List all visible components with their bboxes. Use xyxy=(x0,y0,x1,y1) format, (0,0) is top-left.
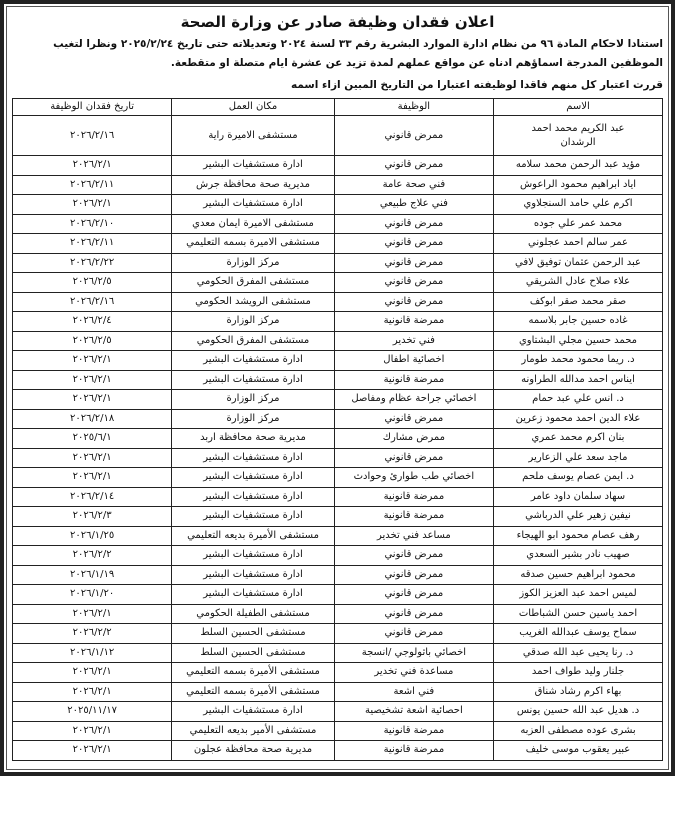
workplace: مستشفى الأميرة بسمه التعليمي xyxy=(172,663,335,683)
table-row xyxy=(13,253,663,273)
job-title: ممرضة قانونية xyxy=(334,721,493,741)
employee-name: نيفين زهير علي الدرباشي xyxy=(494,507,663,527)
loss-date: ٢٠٢٦/٢/٢ xyxy=(13,546,172,566)
job-title: ممرضة قانونية xyxy=(334,312,493,332)
workplace: مديرية صحة محافظة عجلون xyxy=(172,741,335,761)
job-title: ممرض قانوني xyxy=(334,273,493,293)
loss-date: ٢٠٢٦/١/١٩ xyxy=(13,565,172,585)
workplace: مركز الوزارة xyxy=(172,253,335,273)
job-title: ممرض قانوني xyxy=(334,565,493,585)
header-job: الوظيفة xyxy=(334,99,493,116)
employee-name: د. رنا يحيى عبد الله صدقي xyxy=(494,643,663,663)
loss-date: ٢٠٢٦/٢/١١ xyxy=(13,175,172,195)
loss-date: ٢٠٢٦/٢/١٨ xyxy=(13,409,172,429)
header-date: تاريخ فقدان الوظيفة xyxy=(13,99,172,116)
loss-date: ٢٠٢٦/٢/١ xyxy=(13,351,172,371)
employee-name: سهاد سلمان داود عامر xyxy=(494,487,663,507)
employee-name: د. هديل عبد الله حسين يونس xyxy=(494,702,663,722)
table-row xyxy=(13,585,663,605)
table-row xyxy=(13,195,663,215)
table-row xyxy=(13,721,663,741)
workplace: ادارة مستشفيات البشير xyxy=(172,195,335,215)
job-title: ممرض مشارك xyxy=(334,429,493,449)
workplace: ادارة مستشفيات البشير xyxy=(172,370,335,390)
loss-date: ٢٠٢٦/١/٢٥ xyxy=(13,526,172,546)
workplace: ادارة مستشفيات البشير xyxy=(172,565,335,585)
workplace: ادارة مستشفيات البشير xyxy=(172,702,335,722)
table-row xyxy=(13,312,663,332)
loss-date: ٢٠٢٦/٢/٥ xyxy=(13,273,172,293)
employee-name: عمر سالم احمد عجلوني xyxy=(494,234,663,254)
job-title: ممرض قانوني xyxy=(334,292,493,312)
employee-name: اكرم علي حامد السنجلاوي xyxy=(494,195,663,215)
table-row xyxy=(13,214,663,234)
job-title: احصائية اشعة تشخيصية xyxy=(334,702,493,722)
employee-name: رهف عصام محمود ابو الهيجاء xyxy=(494,526,663,546)
table-row xyxy=(13,468,663,488)
employee-name: علاء الدين احمد محمود زعرين xyxy=(494,409,663,429)
workplace: مركز الوزارة xyxy=(172,312,335,332)
employee-name: د. ايمن عصام يوسف ملحم xyxy=(494,468,663,488)
workplace: مستشفى الرويشد الحكومي xyxy=(172,292,335,312)
table-row xyxy=(13,624,663,644)
table-row xyxy=(13,351,663,371)
job-title: اخصائي باثولوجي /انسجة xyxy=(334,643,493,663)
loss-date: ٢٠٢٦/٢/١ xyxy=(13,390,172,410)
loss-date: ٢٠٢٦/٢/١ xyxy=(13,721,172,741)
employee-name: محمود ابراهيم حسين صدقه xyxy=(494,565,663,585)
notice-title: اعلان فقدان وظيفة صادر عن وزارة الصحة xyxy=(180,13,495,31)
loss-date: ٢٠٢٦/٢/١ xyxy=(13,156,172,176)
table-row xyxy=(13,156,663,176)
loss-date: ٢٠٢٦/٢/١١ xyxy=(13,234,172,254)
job-title: فني علاج طبيعي xyxy=(334,195,493,215)
table-body xyxy=(13,116,663,761)
job-title: ممرض قانوني xyxy=(334,156,493,176)
table-row xyxy=(13,175,663,195)
job-title: ممرضة قانونية xyxy=(334,507,493,527)
workplace: ادارة مستشفيات البشير xyxy=(172,351,335,371)
employee-name: جلنار وليد طواف احمد xyxy=(494,663,663,683)
employee-name: د. ريما محمود محمد طومار xyxy=(494,351,663,371)
loss-date: ٢٠٢٦/١/٢٠ xyxy=(13,585,172,605)
employee-name: بشرى عوده مصطفى العزبه xyxy=(494,721,663,741)
loss-date: ٢٠٢٦/٢/١ xyxy=(13,195,172,215)
workplace: ادارة مستشفيات البشير xyxy=(172,507,335,527)
employees-table xyxy=(12,98,663,761)
job-title: فني اشعة xyxy=(334,682,493,702)
loss-date: ٢٠٢٦/٢/١ xyxy=(13,370,172,390)
loss-date: ٢٠٢٦/٢/٥ xyxy=(13,331,172,351)
table-row xyxy=(13,643,663,663)
employee-name: بهاء اكرم رشاد شناق xyxy=(494,682,663,702)
job-title: اخصائية اطفال xyxy=(334,351,493,371)
job-title: ممرضة قانونية xyxy=(334,487,493,507)
table-row xyxy=(13,448,663,468)
job-title: ممرض قانوني xyxy=(334,604,493,624)
workplace: ادارة مستشفيات البشير xyxy=(172,448,335,468)
employee-name: سماح يوسف عبدالله الغريب xyxy=(494,624,663,644)
job-title: ممرض قانوني xyxy=(334,234,493,254)
header-workplace: مكان العمل xyxy=(172,99,335,116)
employee-name: غاده حسين جابر بلاسمه xyxy=(494,312,663,332)
job-title: ممرض قانوني xyxy=(334,624,493,644)
loss-date: ٢٠٢٦/٢/١ xyxy=(13,663,172,683)
workplace: مستشفى الاميرة راية xyxy=(172,116,335,156)
table-row xyxy=(13,702,663,722)
workplace: مستشفى المفرق الحكومي xyxy=(172,273,335,293)
workplace: مديرية صحة محافظة جرش xyxy=(172,175,335,195)
employee-name: ماجد سعد علي الزعارير xyxy=(494,448,663,468)
workplace: مستشفى الاميرة ايمان معدي xyxy=(172,214,335,234)
job-title: ممرضة قانونية xyxy=(334,370,493,390)
loss-date: ٢٠٢٦/١/١٢ xyxy=(13,643,172,663)
workplace: مركز الوزارة xyxy=(172,390,335,410)
employee-name: محمد عمر علي جوده xyxy=(494,214,663,234)
loss-date: ٢٠٢٥/١١/١٧ xyxy=(13,702,172,722)
table-row xyxy=(13,487,663,507)
table-header-row xyxy=(13,99,663,116)
job-title: اخصائي جراحة عظام ومفاصل xyxy=(334,390,493,410)
loss-date: ٢٠٢٦/٢/١ xyxy=(13,468,172,488)
employee-name: بنان اكرم محمد عمري xyxy=(494,429,663,449)
loss-date: ٢٠٢٦/٢/١٦ xyxy=(13,116,172,156)
employee-name: عبد الرحمن عثمان توفيق لافي xyxy=(494,253,663,273)
table-row xyxy=(13,604,663,624)
job-title: ممرض قانوني xyxy=(334,546,493,566)
job-title: اخصائي طب طوارئ وحوادث xyxy=(334,468,493,488)
workplace: مستشفى الحسين السلط xyxy=(172,643,335,663)
table-row xyxy=(13,741,663,761)
table-row xyxy=(13,429,663,449)
employee-name: د. انس علي عبد حمام xyxy=(494,390,663,410)
table-row xyxy=(13,682,663,702)
workplace: مركز الوزارة xyxy=(172,409,335,429)
notice-inner-border xyxy=(6,6,669,770)
employee-name: اياد ابراهيم محمود الراعوش xyxy=(494,175,663,195)
employee-name: احمد ياسين حسن الشباطات xyxy=(494,604,663,624)
employee-name: عبير يعقوب موسى خليف xyxy=(494,741,663,761)
job-title: مساعدة فني تخدير xyxy=(334,663,493,683)
table-row xyxy=(13,663,663,683)
employee-name: عبد الكريم محمد احمد الرشدان xyxy=(494,116,663,156)
table-row xyxy=(13,565,663,585)
table-row xyxy=(13,546,663,566)
workplace: ادارة مستشفيات البشير xyxy=(172,468,335,488)
job-title: ممرض قانوني xyxy=(334,409,493,429)
loss-date: ٢٠٢٦/٢/١٠ xyxy=(13,214,172,234)
employee-name: علاء صلاح عادل الشريقي xyxy=(494,273,663,293)
table-row xyxy=(13,331,663,351)
loss-date: ٢٠٢٦/٢/٣ xyxy=(13,507,172,527)
employee-name: محمد حسين مجلي البشتاوي xyxy=(494,331,663,351)
table-row xyxy=(13,507,663,527)
loss-date: ٢٠٢٦/٢/١ xyxy=(13,604,172,624)
employee-name: لميس احمد عبد العزيز الكوز xyxy=(494,585,663,605)
loss-date: ٢٠٢٥/٦/١ xyxy=(13,429,172,449)
employee-name: ايناس احمد مدالله الطراونه xyxy=(494,370,663,390)
workplace: مديرية صحة محافظة اربد xyxy=(172,429,335,449)
table-row xyxy=(13,292,663,312)
workplace: مستشفى الأميرة بديعه التعليمي xyxy=(172,526,335,546)
loss-date: ٢٠٢٦/٢/٢ xyxy=(13,624,172,644)
workplace: ادارة مستشفيات البشير xyxy=(172,487,335,507)
workplace: مستشفى الأميرة بسمه التعليمي xyxy=(172,682,335,702)
employee-name: صهيب نادر بشير السعدي xyxy=(494,546,663,566)
loss-date: ٢٠٢٦/٢/٢٢ xyxy=(13,253,172,273)
loss-date: ٢٠٢٦/٢/١ xyxy=(13,448,172,468)
workplace: مستشفى الطفيلة الحكومي xyxy=(172,604,335,624)
loss-date: ٢٠٢٦/٢/١٦ xyxy=(13,292,172,312)
loss-date: ٢٠٢٦/٢/١ xyxy=(13,741,172,761)
workplace: مستشفى الأمير بديعه التعليمي xyxy=(172,721,335,741)
job-title: فني صحة عامة xyxy=(334,175,493,195)
workplace: ادارة مستشفيات البشير xyxy=(172,546,335,566)
table-row xyxy=(13,116,663,156)
job-title: ممرض قانوني xyxy=(334,214,493,234)
workplace: مستشفى الحسين السلط xyxy=(172,624,335,644)
decision-text: قررت اعتبار كل منهم فاقدا لوظيفته اعتبارا من التاريخ المبين ازاء اسمه xyxy=(291,79,663,91)
table-row xyxy=(13,526,663,546)
job-title: ممرض قانوني xyxy=(334,585,493,605)
workplace: ادارة مستشفيات البشير xyxy=(172,585,335,605)
employee-name: صقر محمد صقر ابوكف xyxy=(494,292,663,312)
job-title: ممرضة قانونية xyxy=(334,741,493,761)
table-row xyxy=(13,234,663,254)
job-title: ممرض قانوني xyxy=(334,253,493,273)
workplace: ادارة مستشفيات البشير xyxy=(172,156,335,176)
workplace: مستشفى المفرق الحكومي xyxy=(172,331,335,351)
loss-date: ٢٠٢٦/٢/١٤ xyxy=(13,487,172,507)
intro-line-1: استنادا لاحكام المادة ٩٦ من نظام ادارة الموارد البشرية رقم ٣٣ لسنة ٢٠٢٤ وتعديلاته حتى تاريخ ٢٠٢٥/٢/٢٤ ونظرا لتغيب xyxy=(53,38,663,50)
employee-name: مؤيد عبد الرحمن محمد سلامه xyxy=(494,156,663,176)
job-title: ممرض قانوني xyxy=(334,448,493,468)
loss-date: ٢٠٢٦/٢/١ xyxy=(13,682,172,702)
workplace: مستشفى الاميرة بسمه التعليمي xyxy=(172,234,335,254)
job-title: فني تخدير xyxy=(334,331,493,351)
intro-line-2: الموظفين المدرجة اسماؤهم ادناه عن مواقع عملهم لمدة تزيد عن عشرة ايام متصلة او متقطعة. xyxy=(170,57,663,69)
job-title: ممرض قانوني xyxy=(334,116,493,156)
table-row xyxy=(13,370,663,390)
job-title: مساعد فني تخدير xyxy=(334,526,493,546)
table-row xyxy=(13,390,663,410)
loss-date: ٢٠٢٦/٢/٤ xyxy=(13,312,172,332)
header-name: الاسم xyxy=(494,99,663,116)
table-row xyxy=(13,273,663,293)
table-row xyxy=(13,409,663,429)
